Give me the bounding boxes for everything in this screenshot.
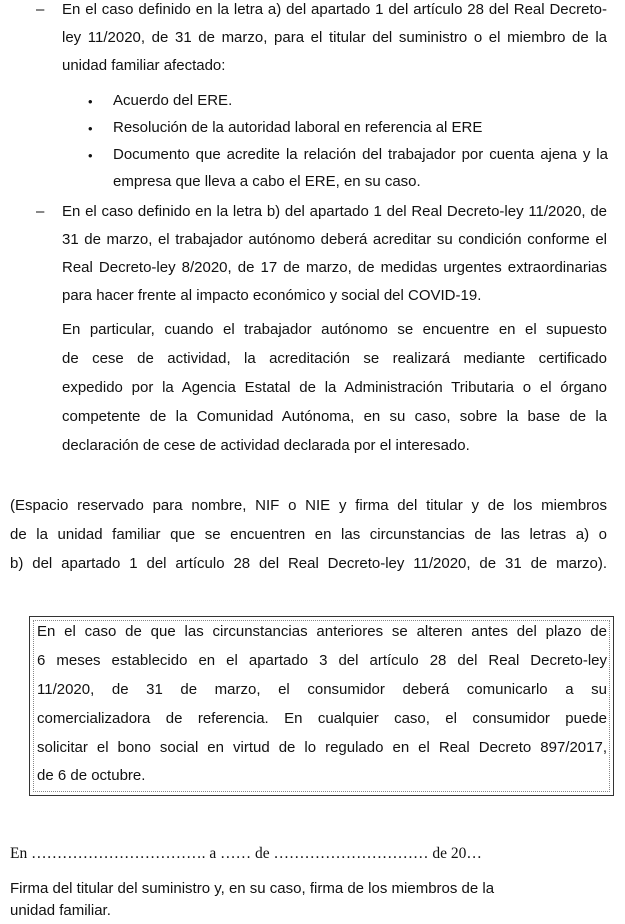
section-b-paragraph-line: expedido por la Agencia Estatal de la Administración Tributaria o el órgano — [62, 379, 607, 396]
bullet-item: Resolución de la autoridad laboral en referencia al ERE — [113, 119, 483, 136]
notice-line: comercializadora de referencia. En cualquier caso, el consumidor puede — [37, 710, 607, 727]
bullet-marker: • — [88, 148, 93, 163]
section-b-paragraph-line: competente de la Comunidad Autónoma, en su caso, sobre la base de la — [62, 408, 607, 425]
section-b-line: En el caso definido en la letra b) del apartado 1 del Real Decreto-ley 11/2020, de — [62, 203, 607, 220]
notice-line: de 6 de octubre. — [37, 767, 146, 784]
notice-line: 11/2020, de 31 de marzo, el consumidor deberá comunicarlo a su — [37, 681, 607, 698]
section-b-paragraph-line: declaración de cese de actividad declarada por el interesado. — [62, 437, 470, 454]
signature-line: Firma del titular del suministro y, en su caso, firma de los miembros de la — [10, 880, 495, 897]
bullet-item: empresa que lleva a cabo el ERE, en su caso. — [113, 173, 421, 190]
bullet-item: Acuerdo del ERE. — [113, 92, 233, 109]
reserved-space-line: (Espacio reservado para nombre, NIF o NIE y firma del titular y de los miembros — [10, 497, 607, 514]
dash-marker: – — [36, 203, 45, 220]
section-a-line: En el caso definido en la letra a) del apartado 1 del artículo 28 del Real Decreto- — [62, 1, 607, 18]
dash-marker: – — [36, 1, 45, 18]
notice-line: En el caso de que las circunstancias anteriores se alteren antes del plazo de — [37, 623, 607, 640]
bullet-item: Documento que acredite la relación del trabajador por cuenta ajena y la — [113, 146, 608, 163]
section-a-line: unidad familiar afectado: — [62, 57, 226, 74]
section-b-line: Real Decreto-ley 8/2020, de 17 de marzo, de medidas urgentes extraordinarias — [62, 259, 607, 276]
section-b-paragraph-line: de cese de actividad, la acreditación se realizará mediante certificado — [62, 350, 607, 367]
section-b-line: 31 de marzo, el trabajador autónomo deberá acreditar su condición conforme el — [62, 231, 607, 248]
reserved-space-line: b) del apartado 1 del artículo 28 del Real Decreto-ley 11/2020, de 31 de marzo). — [10, 555, 607, 572]
section-b-paragraph-line: En particular, cuando el trabajador autónomo se encuentre en el supuesto — [62, 321, 607, 338]
bullet-marker: • — [88, 94, 93, 109]
place-date-line: En ……………………………. a …… de ………………………… de 20… — [10, 845, 482, 862]
section-b-line: para hacer frente al impacto económico y social del COVID-19. — [62, 287, 482, 304]
reserved-space-line: de la unidad familiar que se encuentren en las circunstancias de las letras a) o — [10, 526, 607, 543]
notice-line: solicitar el bono social en virtud de lo regulado en el Real Decreto 897/2017, — [37, 739, 607, 756]
notice-line: 6 meses establecido en el apartado 3 del artículo 28 del Real Decreto-ley — [37, 652, 607, 669]
section-a-line: ley 11/2020, de 31 de marzo, para el titular del suministro o el miembro de la — [62, 29, 607, 46]
signature-line: unidad familiar. — [10, 902, 111, 919]
bullet-marker: • — [88, 121, 93, 136]
